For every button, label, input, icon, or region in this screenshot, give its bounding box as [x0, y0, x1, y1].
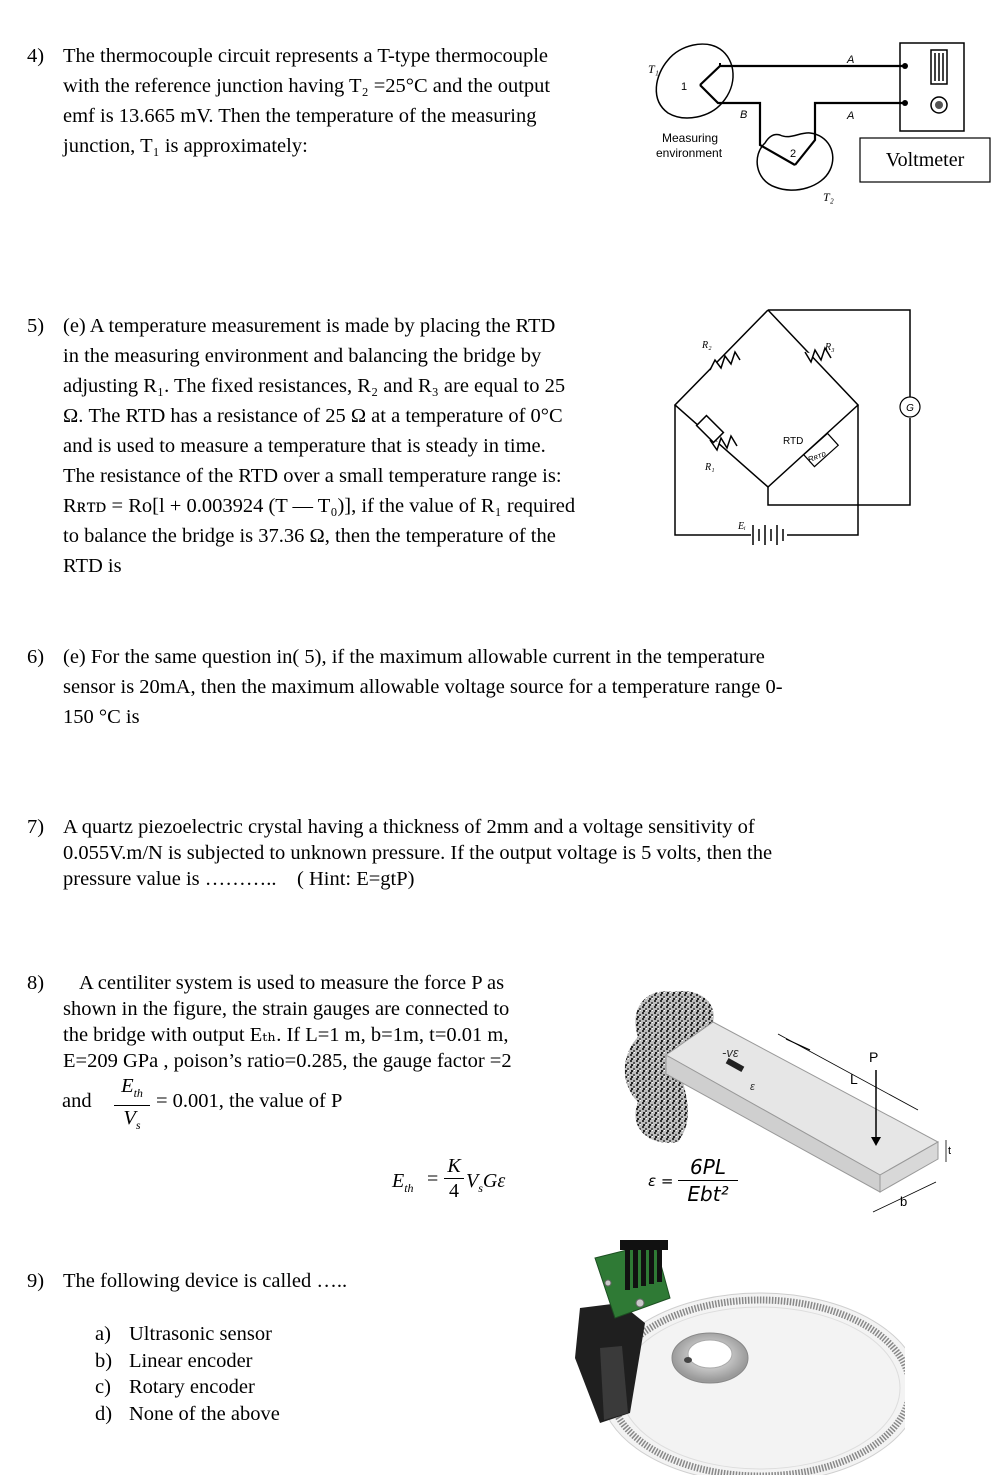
encoder-disk: [600, 1293, 905, 1475]
voltmeter-label: Voltmeter: [885, 149, 965, 171]
rtd-bridge-diagram: [665, 300, 935, 555]
width-label: b: [900, 1194, 908, 1209]
plus-ve-label: ε: [750, 1081, 755, 1093]
cantilever-diagram: [618, 982, 958, 1222]
source-label: Eᵢ: [738, 521, 746, 532]
bridge-output-formula: $E_{th}$ = K 4 $V_sG\varepsilon$: [392, 1155, 506, 1202]
r3-label: R₃: [825, 342, 835, 353]
thermocouple-diagram: [640, 35, 992, 210]
wire-b-label: B: [740, 109, 748, 121]
measuring-environment-label: Measuring: [662, 131, 719, 145]
question-number: 6): [27, 646, 45, 668]
wire-a-top-label: A: [847, 54, 855, 66]
question-7: [27, 814, 927, 899]
question-5: [27, 311, 637, 586]
rrtd-label: Rʀᴛᴅ: [806, 449, 828, 465]
question-text: A centiliter system is used to measure the force P as shown in the figure, the strain gauges are connected to the bridge with output Eₜₕ. If L=1 m, b=1m, t=0.01 m, E=209 GPa , poison’s ratio=0.285, the gauge factor =2: [63, 972, 512, 1072]
minus-ve-label: -vε: [722, 1045, 739, 1060]
strain-formula: ε = 6PL Ebt²: [648, 1154, 758, 1214]
question-number: 9): [27, 1270, 45, 1292]
question-4: [27, 41, 627, 171]
junction-2-label: 2: [790, 148, 797, 160]
wire-a-bottom-label: A: [847, 110, 855, 122]
junction-1-label: 1: [681, 81, 688, 93]
question-text: The following device is called …..: [63, 1270, 348, 1292]
thickness-label: t: [948, 1145, 952, 1157]
galvanometer-label: G: [906, 403, 914, 414]
options-list: [95, 1321, 280, 1427]
t1-label: T₁: [648, 62, 659, 76]
question-number: 7): [27, 816, 45, 838]
rotary-encoder-image: [560, 1238, 905, 1475]
question-number: 8): [27, 972, 45, 994]
ratio-expression: and $E_{th}$ $V_s$ = 0.001, the value of P: [62, 1075, 343, 1133]
option-c[interactable]: c) Rotary encoder: [95, 1376, 255, 1398]
question-text: (e) A temperature measurement is made by placing the RTD in the measuring environment and balancing the bridge by adjusting R₁. The fixed resistances, R₂ and R₃ are equal to 25 Ω. The RTD has a resistance of 25 Ω at a temperature of 0°C and is used to measure a temperature that is steady in time. The resistance of the RTD over a small temperature range is: Rʀᴛᴅ = Ro[l + 0.003924 (T — T₀)], if the value of R₁ required to balance the bridge is 37.36 Ω, then the temperature of the RTD is: [63, 315, 576, 577]
svg-text:environment: environment: [656, 146, 723, 160]
rtd-label: RTD: [783, 436, 804, 447]
t2-label: T₂: [823, 190, 834, 204]
r2-label: R₂: [702, 340, 712, 351]
option-a[interactable]: a) Ultrasonic sensor: [95, 1323, 272, 1345]
question-text: A quartz piezoelectric crystal having a thickness of 2mm and a voltage sensitivity of 0.055V.m/N is subjected to unknown pressure. If the output voltage is 5 volts, then the pressure value is ……….. ( Hint: E=gtP): [63, 816, 773, 890]
reference-environment-blob: [757, 133, 833, 190]
wire-a-top: [700, 66, 905, 85]
question-number: 5): [27, 315, 45, 337]
r1-label: R₁: [705, 462, 715, 473]
length-label: L: [850, 1071, 858, 1087]
option-d[interactable]: d) None of the above: [95, 1402, 280, 1425]
force-label: P: [869, 1049, 879, 1065]
question-6: [27, 642, 927, 737]
option-b[interactable]: b) Linear encoder: [95, 1349, 253, 1372]
question-text: (e) For the same question in( 5), if the maximum allowable current in the temperature sensor is 20mA, then the maximum allowable voltage source for a temperature range 0- 150 °C is: [63, 646, 783, 728]
question-text: The thermocouple circuit represents a T-type thermocouple with the reference junction having T₂ =25°C and the output emf is 13.665 mV. Then the temperature of the measuring junction, T₁ is approximately:: [63, 45, 551, 157]
battery-icon: [753, 525, 783, 545]
question-number: 4): [27, 45, 45, 67]
measuring-environment-blob: [656, 44, 733, 118]
